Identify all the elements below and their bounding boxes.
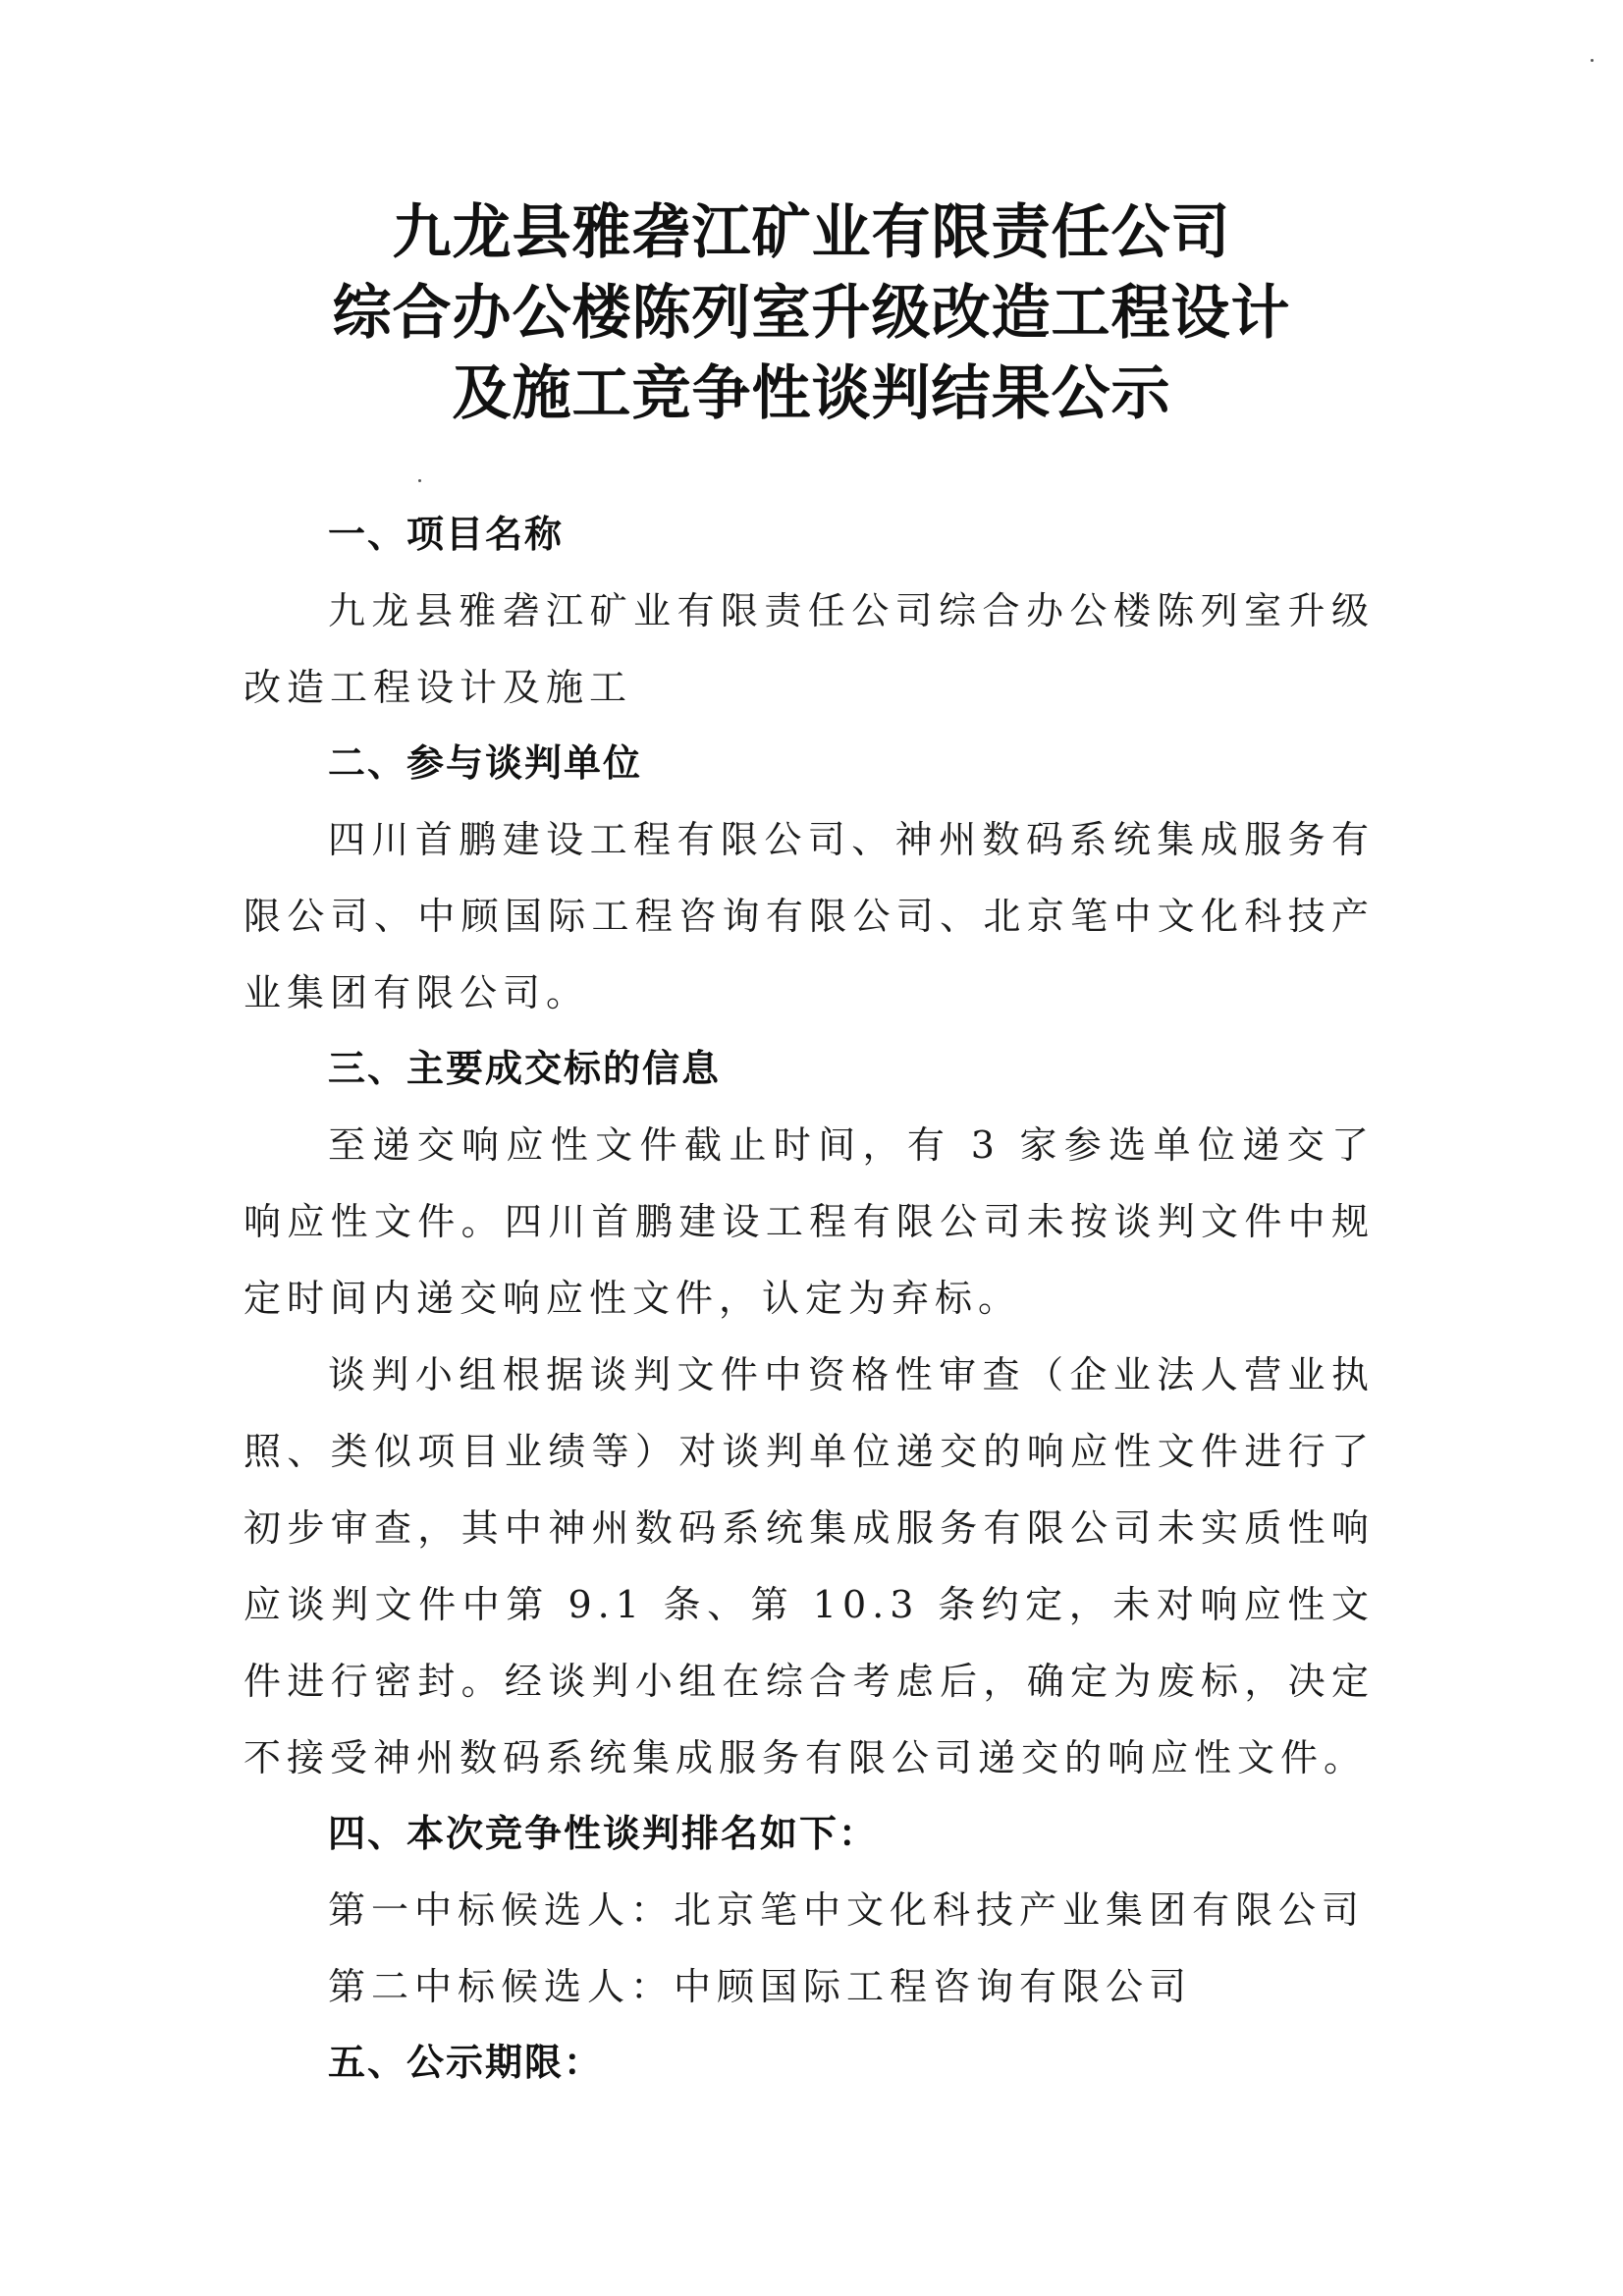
scan-speck — [418, 479, 421, 482]
section-heading-publicity-period: 五、公示期限： — [328, 2041, 604, 2084]
deal-info-paragraph-2: 谈判小组根据谈判文件中资格性审查（企业法人营业执照、类似项目业绩等）对谈判单位递交的响应性文件进行了初步审查，其中神州数码系统集成服务有限公司未实质性响应谈判文件中第 9.1 条、第 10.3 条约定，未对响应性文件进行密封。经谈判小组在综合考虑后，确定为废标，决定不接受神州数码系统集成服务有限公司递交的响应性文件。 — [243, 1353, 1375, 1779]
scan-speck — [1591, 59, 1594, 62]
section-heading-deal-info: 三、主要成交标的信息 — [328, 1047, 722, 1090]
deal-info-paragraph-1: 至递交响应性文件截止时间，有 3 家参选单位递交了响应性文件。四川首鹏建设工程有限公司未按谈判文件中规定时间内递交响应性文件，认定为弃标。 — [243, 1123, 1375, 1320]
participants-text: 四川首鹏建设工程有限公司、神州数码系统集成服务有限公司、中顾国际工程咨询有限公司、北京笔中文化科技产业集团有限公司。 — [243, 818, 1375, 1014]
document-body — [243, 497, 1375, 2101]
title-line-2: 综合办公楼陈列室升级改造工程设计 — [332, 279, 1291, 348]
title-line-1: 九龙县雅砻江矿业有限责任公司 — [392, 198, 1231, 267]
first-candidate: 第一中标候选人：北京笔中文化科技产业集团有限公司 — [328, 1888, 1366, 1932]
section-heading-project-name: 一、项目名称 — [328, 513, 565, 556]
section-heading-ranking: 四、本次竞争性谈判排名如下： — [328, 1812, 879, 1855]
project-name-text: 九龙县雅砻江矿业有限责任公司综合办公楼陈列室升级改造工程设计及施工 — [243, 589, 1375, 709]
document-title — [0, 192, 1623, 434]
title-line-3: 及施工竞争性谈判结果公示 — [452, 359, 1171, 428]
second-candidate: 第二中标候选人：中顾国际工程咨询有限公司 — [328, 1965, 1193, 2008]
section-heading-participants: 二、参与谈判单位 — [328, 741, 643, 785]
